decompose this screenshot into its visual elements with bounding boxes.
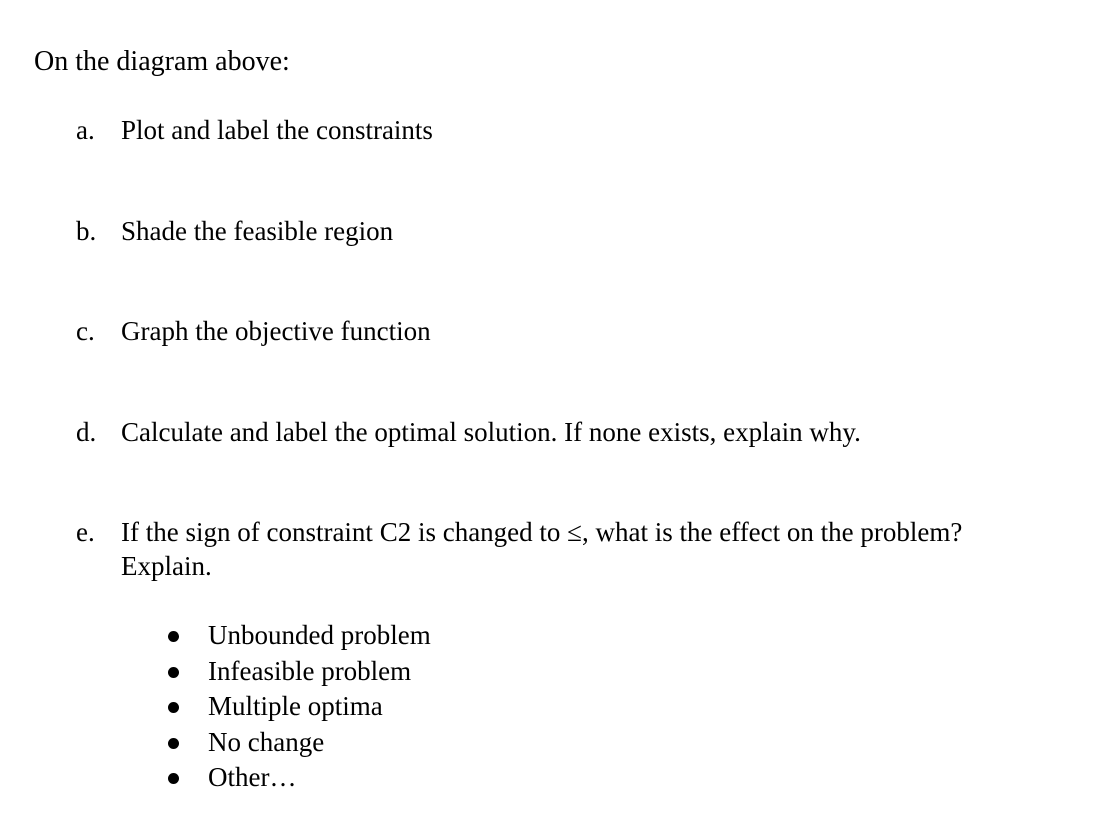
option-other (164, 760, 431, 796)
bullet-dot-icon (168, 738, 179, 749)
item-text: Plot and label the constraints (121, 115, 433, 145)
answer-options-list (164, 618, 431, 796)
option-unbounded (164, 618, 431, 654)
bullet-dot-icon (168, 631, 179, 642)
bullet-dot-icon (168, 667, 179, 678)
item-text: If the sign of constraint C2 is changed to ≤, what is the effect on the problem? (121, 517, 963, 547)
item-marker: a. (76, 115, 95, 145)
item-text: Calculate and label the optimal solution. If none exists, explain why. (121, 417, 861, 447)
intro-text: On the diagram above: (34, 46, 290, 77)
option-label: No change (208, 726, 325, 757)
item-marker: b. (76, 216, 97, 246)
item-text-continued: Explain. (121, 551, 212, 581)
option-label: Multiple optima (208, 691, 383, 721)
option-no-change (164, 725, 431, 761)
option-label: Infeasible problem (208, 655, 412, 686)
item-text: Shade the feasible region (121, 216, 394, 246)
item-text: Graph the objective function (121, 316, 431, 346)
item-marker: d. (76, 417, 97, 447)
item-marker: c. (76, 316, 95, 346)
option-infeasible (164, 654, 431, 690)
option-label: Unbounded problem (208, 620, 431, 650)
bullet-dot-icon (168, 773, 179, 784)
option-multiple-optima (164, 689, 431, 725)
bullet-dot-icon (168, 702, 179, 713)
option-label: Other… (208, 762, 297, 792)
item-marker: e. (76, 517, 95, 547)
